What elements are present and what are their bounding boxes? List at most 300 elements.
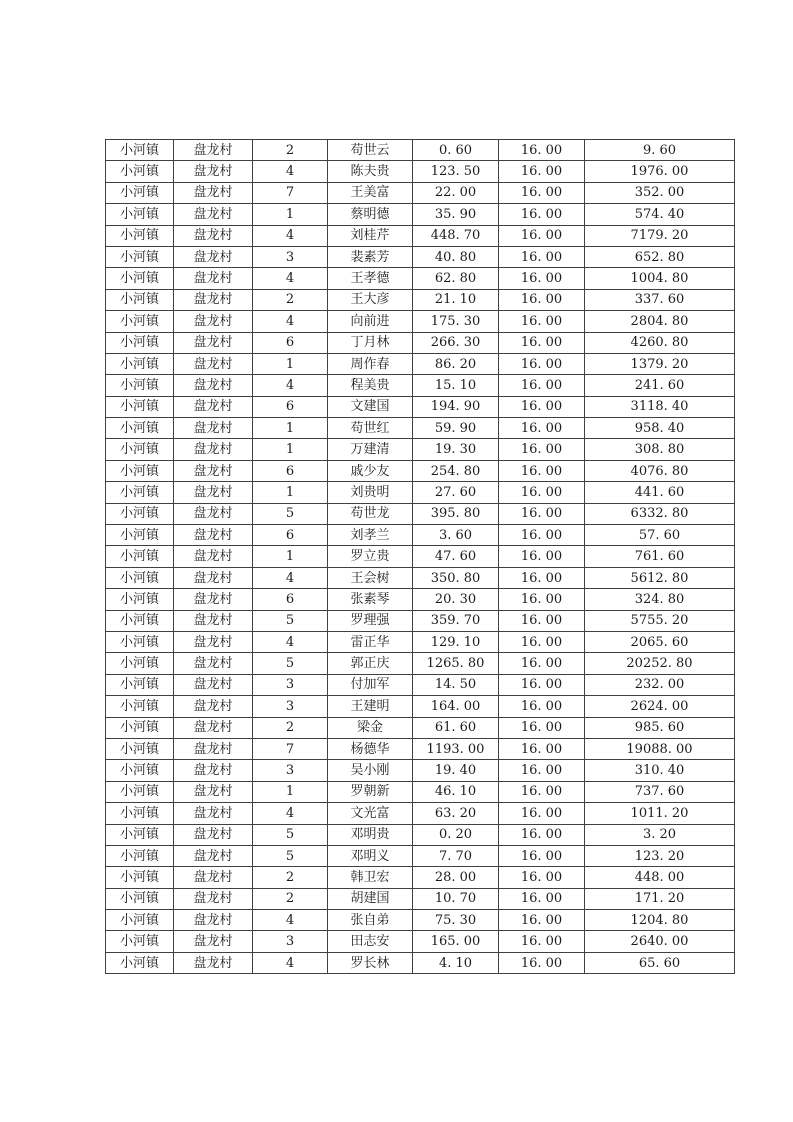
table-row bbox=[106, 289, 735, 310]
cell-quantity: 61. 60 bbox=[413, 717, 499, 738]
cell-name: 戚少友 bbox=[328, 460, 413, 481]
cell-group: 6 bbox=[253, 460, 328, 481]
cell-total: 574. 40 bbox=[585, 204, 735, 225]
cell-name: 杨德华 bbox=[328, 738, 413, 759]
cell-unit-price: 16. 00 bbox=[499, 910, 585, 931]
cell-village: 盘龙村 bbox=[174, 268, 253, 289]
cell-town: 小河镇 bbox=[106, 161, 174, 182]
cell-unit-price: 16. 00 bbox=[499, 546, 585, 567]
cell-town: 小河镇 bbox=[106, 952, 174, 973]
cell-quantity: 40. 80 bbox=[413, 246, 499, 267]
cell-village: 盘龙村 bbox=[174, 439, 253, 460]
cell-town: 小河镇 bbox=[106, 910, 174, 931]
cell-village: 盘龙村 bbox=[174, 525, 253, 546]
cell-total: 761. 60 bbox=[585, 546, 735, 567]
cell-group: 6 bbox=[253, 396, 328, 417]
cell-name: 向前进 bbox=[328, 311, 413, 332]
cell-group: 7 bbox=[253, 738, 328, 759]
cell-unit-price: 16. 00 bbox=[499, 482, 585, 503]
table-row bbox=[106, 418, 735, 439]
cell-total: 985. 60 bbox=[585, 717, 735, 738]
cell-unit-price: 16. 00 bbox=[499, 696, 585, 717]
cell-village: 盘龙村 bbox=[174, 867, 253, 888]
cell-group: 7 bbox=[253, 182, 328, 203]
cell-total: 441. 60 bbox=[585, 482, 735, 503]
table-row bbox=[106, 268, 735, 289]
cell-quantity: 86. 20 bbox=[413, 353, 499, 374]
cell-village: 盘龙村 bbox=[174, 161, 253, 182]
cell-unit-price: 16. 00 bbox=[499, 653, 585, 674]
cell-group: 1 bbox=[253, 204, 328, 225]
cell-unit-price: 16. 00 bbox=[499, 931, 585, 952]
cell-town: 小河镇 bbox=[106, 246, 174, 267]
cell-town: 小河镇 bbox=[106, 738, 174, 759]
cell-village: 盘龙村 bbox=[174, 781, 253, 802]
cell-town: 小河镇 bbox=[106, 824, 174, 845]
cell-group: 1 bbox=[253, 781, 328, 802]
table-row bbox=[106, 931, 735, 952]
cell-total: 2804. 80 bbox=[585, 311, 735, 332]
table-row bbox=[106, 375, 735, 396]
cell-quantity: 395. 80 bbox=[413, 503, 499, 524]
cell-town: 小河镇 bbox=[106, 268, 174, 289]
cell-town: 小河镇 bbox=[106, 567, 174, 588]
cell-name: 丁月林 bbox=[328, 332, 413, 353]
cell-total: 958. 40 bbox=[585, 418, 735, 439]
cell-total: 2624. 00 bbox=[585, 696, 735, 717]
cell-name: 韩卫宏 bbox=[328, 867, 413, 888]
cell-town: 小河镇 bbox=[106, 696, 174, 717]
cell-name: 文光富 bbox=[328, 803, 413, 824]
cell-total: 4076. 80 bbox=[585, 460, 735, 481]
table-row bbox=[106, 610, 735, 631]
cell-town: 小河镇 bbox=[106, 182, 174, 203]
cell-town: 小河镇 bbox=[106, 439, 174, 460]
cell-group: 4 bbox=[253, 375, 328, 396]
cell-unit-price: 16. 00 bbox=[499, 867, 585, 888]
cell-total: 352. 00 bbox=[585, 182, 735, 203]
cell-unit-price: 16. 00 bbox=[499, 140, 585, 161]
cell-unit-price: 16. 00 bbox=[499, 631, 585, 652]
cell-village: 盘龙村 bbox=[174, 246, 253, 267]
cell-village: 盘龙村 bbox=[174, 546, 253, 567]
cell-group: 1 bbox=[253, 546, 328, 567]
cell-town: 小河镇 bbox=[106, 931, 174, 952]
cell-name: 王大彦 bbox=[328, 289, 413, 310]
table-row bbox=[106, 546, 735, 567]
table-row bbox=[106, 396, 735, 417]
cell-village: 盘龙村 bbox=[174, 631, 253, 652]
cell-village: 盘龙村 bbox=[174, 738, 253, 759]
cell-unit-price: 16. 00 bbox=[499, 375, 585, 396]
cell-quantity: 0. 20 bbox=[413, 824, 499, 845]
cell-group: 4 bbox=[253, 311, 328, 332]
cell-group: 6 bbox=[253, 525, 328, 546]
table-row bbox=[106, 738, 735, 759]
cell-village: 盘龙村 bbox=[174, 803, 253, 824]
cell-group: 4 bbox=[253, 803, 328, 824]
table-row bbox=[106, 182, 735, 203]
cell-quantity: 22. 00 bbox=[413, 182, 499, 203]
cell-unit-price: 16. 00 bbox=[499, 460, 585, 481]
records-table bbox=[105, 139, 735, 974]
table-row bbox=[106, 460, 735, 481]
cell-village: 盘龙村 bbox=[174, 332, 253, 353]
cell-group: 2 bbox=[253, 867, 328, 888]
cell-village: 盘龙村 bbox=[174, 311, 253, 332]
cell-group: 4 bbox=[253, 268, 328, 289]
cell-name: 罗理强 bbox=[328, 610, 413, 631]
cell-unit-price: 16. 00 bbox=[499, 567, 585, 588]
table-row bbox=[106, 824, 735, 845]
cell-quantity: 175. 30 bbox=[413, 311, 499, 332]
cell-total: 337. 60 bbox=[585, 289, 735, 310]
table-row bbox=[106, 845, 735, 866]
cell-group: 2 bbox=[253, 717, 328, 738]
cell-village: 盘龙村 bbox=[174, 567, 253, 588]
cell-unit-price: 16. 00 bbox=[499, 503, 585, 524]
cell-total: 1976. 00 bbox=[585, 161, 735, 182]
cell-town: 小河镇 bbox=[106, 375, 174, 396]
cell-unit-price: 16. 00 bbox=[499, 674, 585, 695]
cell-total: 19088. 00 bbox=[585, 738, 735, 759]
cell-total: 5612. 80 bbox=[585, 567, 735, 588]
table-row bbox=[106, 567, 735, 588]
cell-total: 3. 20 bbox=[585, 824, 735, 845]
cell-group: 3 bbox=[253, 760, 328, 781]
cell-name: 刘贵明 bbox=[328, 482, 413, 503]
cell-unit-price: 16. 00 bbox=[499, 204, 585, 225]
cell-name: 裴素芳 bbox=[328, 246, 413, 267]
cell-name: 雷正华 bbox=[328, 631, 413, 652]
cell-town: 小河镇 bbox=[106, 525, 174, 546]
cell-quantity: 19. 30 bbox=[413, 439, 499, 460]
table-row bbox=[106, 353, 735, 374]
cell-village: 盘龙村 bbox=[174, 845, 253, 866]
cell-village: 盘龙村 bbox=[174, 396, 253, 417]
cell-total: 241. 60 bbox=[585, 375, 735, 396]
cell-town: 小河镇 bbox=[106, 353, 174, 374]
cell-town: 小河镇 bbox=[106, 418, 174, 439]
cell-unit-price: 16. 00 bbox=[499, 845, 585, 866]
cell-total: 4260. 80 bbox=[585, 332, 735, 353]
cell-village: 盘龙村 bbox=[174, 717, 253, 738]
cell-quantity: 28. 00 bbox=[413, 867, 499, 888]
cell-town: 小河镇 bbox=[106, 760, 174, 781]
cell-town: 小河镇 bbox=[106, 482, 174, 503]
cell-name: 刘桂芹 bbox=[328, 225, 413, 246]
cell-total: 6332. 80 bbox=[585, 503, 735, 524]
cell-group: 6 bbox=[253, 332, 328, 353]
cell-unit-price: 16. 00 bbox=[499, 781, 585, 802]
cell-group: 3 bbox=[253, 674, 328, 695]
cell-unit-price: 16. 00 bbox=[499, 353, 585, 374]
cell-total: 5755. 20 bbox=[585, 610, 735, 631]
cell-name: 邓明贵 bbox=[328, 824, 413, 845]
cell-unit-price: 16. 00 bbox=[499, 888, 585, 909]
cell-total: 232. 00 bbox=[585, 674, 735, 695]
cell-name: 苟世红 bbox=[328, 418, 413, 439]
cell-town: 小河镇 bbox=[106, 674, 174, 695]
cell-total: 171. 20 bbox=[585, 888, 735, 909]
cell-village: 盘龙村 bbox=[174, 204, 253, 225]
table-row bbox=[106, 631, 735, 652]
cell-total: 737. 60 bbox=[585, 781, 735, 802]
cell-total: 310. 40 bbox=[585, 760, 735, 781]
cell-quantity: 3. 60 bbox=[413, 525, 499, 546]
cell-quantity: 1265. 80 bbox=[413, 653, 499, 674]
cell-village: 盘龙村 bbox=[174, 910, 253, 931]
cell-group: 1 bbox=[253, 439, 328, 460]
cell-quantity: 123. 50 bbox=[413, 161, 499, 182]
cell-unit-price: 16. 00 bbox=[499, 824, 585, 845]
cell-quantity: 47. 60 bbox=[413, 546, 499, 567]
table-row bbox=[106, 653, 735, 674]
cell-quantity: 254. 80 bbox=[413, 460, 499, 481]
table-row bbox=[106, 589, 735, 610]
cell-group: 3 bbox=[253, 931, 328, 952]
cell-name: 邓明义 bbox=[328, 845, 413, 866]
cell-group: 4 bbox=[253, 225, 328, 246]
cell-town: 小河镇 bbox=[106, 845, 174, 866]
table-row bbox=[106, 225, 735, 246]
cell-name: 郭正庆 bbox=[328, 653, 413, 674]
cell-name: 王美富 bbox=[328, 182, 413, 203]
cell-quantity: 75. 30 bbox=[413, 910, 499, 931]
table-row bbox=[106, 161, 735, 182]
cell-village: 盘龙村 bbox=[174, 182, 253, 203]
cell-quantity: 7. 70 bbox=[413, 845, 499, 866]
cell-total: 2640. 00 bbox=[585, 931, 735, 952]
cell-town: 小河镇 bbox=[106, 289, 174, 310]
cell-quantity: 359. 70 bbox=[413, 610, 499, 631]
cell-quantity: 165. 00 bbox=[413, 931, 499, 952]
cell-total: 65. 60 bbox=[585, 952, 735, 973]
cell-group: 4 bbox=[253, 631, 328, 652]
cell-name: 梁金 bbox=[328, 717, 413, 738]
cell-town: 小河镇 bbox=[106, 311, 174, 332]
cell-quantity: 1193. 00 bbox=[413, 738, 499, 759]
cell-group: 2 bbox=[253, 140, 328, 161]
cell-quantity: 14. 50 bbox=[413, 674, 499, 695]
cell-village: 盘龙村 bbox=[174, 824, 253, 845]
cell-village: 盘龙村 bbox=[174, 653, 253, 674]
cell-town: 小河镇 bbox=[106, 332, 174, 353]
cell-unit-price: 16. 00 bbox=[499, 182, 585, 203]
cell-village: 盘龙村 bbox=[174, 589, 253, 610]
cell-quantity: 20. 30 bbox=[413, 589, 499, 610]
table-row bbox=[106, 910, 735, 931]
cell-group: 5 bbox=[253, 503, 328, 524]
cell-name: 罗长林 bbox=[328, 952, 413, 973]
cell-quantity: 19. 40 bbox=[413, 760, 499, 781]
cell-quantity: 46. 10 bbox=[413, 781, 499, 802]
cell-total: 448. 00 bbox=[585, 867, 735, 888]
cell-total: 324. 80 bbox=[585, 589, 735, 610]
cell-quantity: 63. 20 bbox=[413, 803, 499, 824]
cell-quantity: 27. 60 bbox=[413, 482, 499, 503]
cell-unit-price: 16. 00 bbox=[499, 952, 585, 973]
cell-total: 3118. 40 bbox=[585, 396, 735, 417]
cell-town: 小河镇 bbox=[106, 888, 174, 909]
cell-name: 文建国 bbox=[328, 396, 413, 417]
cell-village: 盘龙村 bbox=[174, 760, 253, 781]
cell-name: 万建清 bbox=[328, 439, 413, 460]
cell-quantity: 15. 10 bbox=[413, 375, 499, 396]
cell-total: 1004. 80 bbox=[585, 268, 735, 289]
cell-town: 小河镇 bbox=[106, 781, 174, 802]
table-row bbox=[106, 311, 735, 332]
cell-group: 5 bbox=[253, 653, 328, 674]
cell-group: 4 bbox=[253, 952, 328, 973]
table-row bbox=[106, 803, 735, 824]
table-row bbox=[106, 140, 735, 161]
table-row bbox=[106, 760, 735, 781]
cell-total: 308. 80 bbox=[585, 439, 735, 460]
cell-unit-price: 16. 00 bbox=[499, 311, 585, 332]
cell-group: 2 bbox=[253, 888, 328, 909]
table-row bbox=[106, 204, 735, 225]
cell-unit-price: 16. 00 bbox=[499, 589, 585, 610]
cell-town: 小河镇 bbox=[106, 460, 174, 481]
cell-town: 小河镇 bbox=[106, 610, 174, 631]
cell-total: 1011. 20 bbox=[585, 803, 735, 824]
cell-group: 2 bbox=[253, 289, 328, 310]
cell-unit-price: 16. 00 bbox=[499, 760, 585, 781]
cell-village: 盘龙村 bbox=[174, 674, 253, 695]
cell-town: 小河镇 bbox=[106, 803, 174, 824]
cell-quantity: 129. 10 bbox=[413, 631, 499, 652]
cell-unit-price: 16. 00 bbox=[499, 332, 585, 353]
cell-village: 盘龙村 bbox=[174, 931, 253, 952]
table-row bbox=[106, 332, 735, 353]
cell-name: 苟世云 bbox=[328, 140, 413, 161]
cell-unit-price: 16. 00 bbox=[499, 161, 585, 182]
cell-group: 3 bbox=[253, 696, 328, 717]
table-row bbox=[106, 246, 735, 267]
cell-quantity: 0. 60 bbox=[413, 140, 499, 161]
table-row bbox=[106, 525, 735, 546]
cell-village: 盘龙村 bbox=[174, 418, 253, 439]
table-row bbox=[106, 674, 735, 695]
cell-name: 王建明 bbox=[328, 696, 413, 717]
cell-town: 小河镇 bbox=[106, 653, 174, 674]
table-row bbox=[106, 482, 735, 503]
cell-total: 20252. 80 bbox=[585, 653, 735, 674]
cell-town: 小河镇 bbox=[106, 396, 174, 417]
cell-unit-price: 16. 00 bbox=[499, 418, 585, 439]
cell-group: 1 bbox=[253, 418, 328, 439]
cell-village: 盘龙村 bbox=[174, 696, 253, 717]
table-row bbox=[106, 781, 735, 802]
cell-name: 刘孝兰 bbox=[328, 525, 413, 546]
cell-name: 罗朝新 bbox=[328, 781, 413, 802]
cell-group: 4 bbox=[253, 910, 328, 931]
cell-unit-price: 16. 00 bbox=[499, 738, 585, 759]
cell-name: 田志安 bbox=[328, 931, 413, 952]
cell-village: 盘龙村 bbox=[174, 610, 253, 631]
cell-town: 小河镇 bbox=[106, 546, 174, 567]
cell-unit-price: 16. 00 bbox=[499, 396, 585, 417]
cell-village: 盘龙村 bbox=[174, 503, 253, 524]
cell-quantity: 164. 00 bbox=[413, 696, 499, 717]
cell-total: 7179. 20 bbox=[585, 225, 735, 246]
cell-village: 盘龙村 bbox=[174, 289, 253, 310]
table-row bbox=[106, 888, 735, 909]
cell-name: 程美贵 bbox=[328, 375, 413, 396]
cell-name: 蔡明德 bbox=[328, 204, 413, 225]
cell-group: 5 bbox=[253, 845, 328, 866]
cell-total: 1379. 20 bbox=[585, 353, 735, 374]
cell-name: 吴小刚 bbox=[328, 760, 413, 781]
cell-village: 盘龙村 bbox=[174, 888, 253, 909]
cell-total: 57. 60 bbox=[585, 525, 735, 546]
cell-name: 陈夫贵 bbox=[328, 161, 413, 182]
cell-group: 6 bbox=[253, 589, 328, 610]
cell-name: 王孝德 bbox=[328, 268, 413, 289]
cell-village: 盘龙村 bbox=[174, 375, 253, 396]
cell-name: 张素琴 bbox=[328, 589, 413, 610]
cell-quantity: 62. 80 bbox=[413, 268, 499, 289]
cell-town: 小河镇 bbox=[106, 867, 174, 888]
cell-village: 盘龙村 bbox=[174, 460, 253, 481]
cell-unit-price: 16. 00 bbox=[499, 439, 585, 460]
cell-unit-price: 16. 00 bbox=[499, 289, 585, 310]
cell-unit-price: 16. 00 bbox=[499, 803, 585, 824]
table-row bbox=[106, 696, 735, 717]
cell-quantity: 350. 80 bbox=[413, 567, 499, 588]
cell-name: 周作春 bbox=[328, 353, 413, 374]
cell-quantity: 448. 70 bbox=[413, 225, 499, 246]
table-row bbox=[106, 503, 735, 524]
cell-village: 盘龙村 bbox=[174, 482, 253, 503]
cell-town: 小河镇 bbox=[106, 225, 174, 246]
cell-name: 罗立贵 bbox=[328, 546, 413, 567]
cell-total: 2065. 60 bbox=[585, 631, 735, 652]
table-row bbox=[106, 717, 735, 738]
cell-village: 盘龙村 bbox=[174, 353, 253, 374]
records-table-body bbox=[106, 140, 735, 974]
cell-group: 1 bbox=[253, 482, 328, 503]
cell-quantity: 59. 90 bbox=[413, 418, 499, 439]
cell-town: 小河镇 bbox=[106, 717, 174, 738]
cell-total: 9. 60 bbox=[585, 140, 735, 161]
cell-name: 张自弟 bbox=[328, 910, 413, 931]
cell-total: 123. 20 bbox=[585, 845, 735, 866]
cell-quantity: 21. 10 bbox=[413, 289, 499, 310]
table-row bbox=[106, 439, 735, 460]
cell-quantity: 10. 70 bbox=[413, 888, 499, 909]
cell-village: 盘龙村 bbox=[174, 952, 253, 973]
cell-name: 苟世龙 bbox=[328, 503, 413, 524]
cell-town: 小河镇 bbox=[106, 204, 174, 225]
cell-group: 4 bbox=[253, 161, 328, 182]
cell-quantity: 266. 30 bbox=[413, 332, 499, 353]
cell-group: 5 bbox=[253, 824, 328, 845]
cell-town: 小河镇 bbox=[106, 503, 174, 524]
cell-name: 付加军 bbox=[328, 674, 413, 695]
cell-unit-price: 16. 00 bbox=[499, 225, 585, 246]
cell-town: 小河镇 bbox=[106, 631, 174, 652]
cell-quantity: 194. 90 bbox=[413, 396, 499, 417]
table-row bbox=[106, 867, 735, 888]
cell-unit-price: 16. 00 bbox=[499, 246, 585, 267]
cell-quantity: 35. 90 bbox=[413, 204, 499, 225]
cell-unit-price: 16. 00 bbox=[499, 717, 585, 738]
cell-unit-price: 16. 00 bbox=[499, 525, 585, 546]
cell-total: 1204. 80 bbox=[585, 910, 735, 931]
cell-quantity: 4. 10 bbox=[413, 952, 499, 973]
